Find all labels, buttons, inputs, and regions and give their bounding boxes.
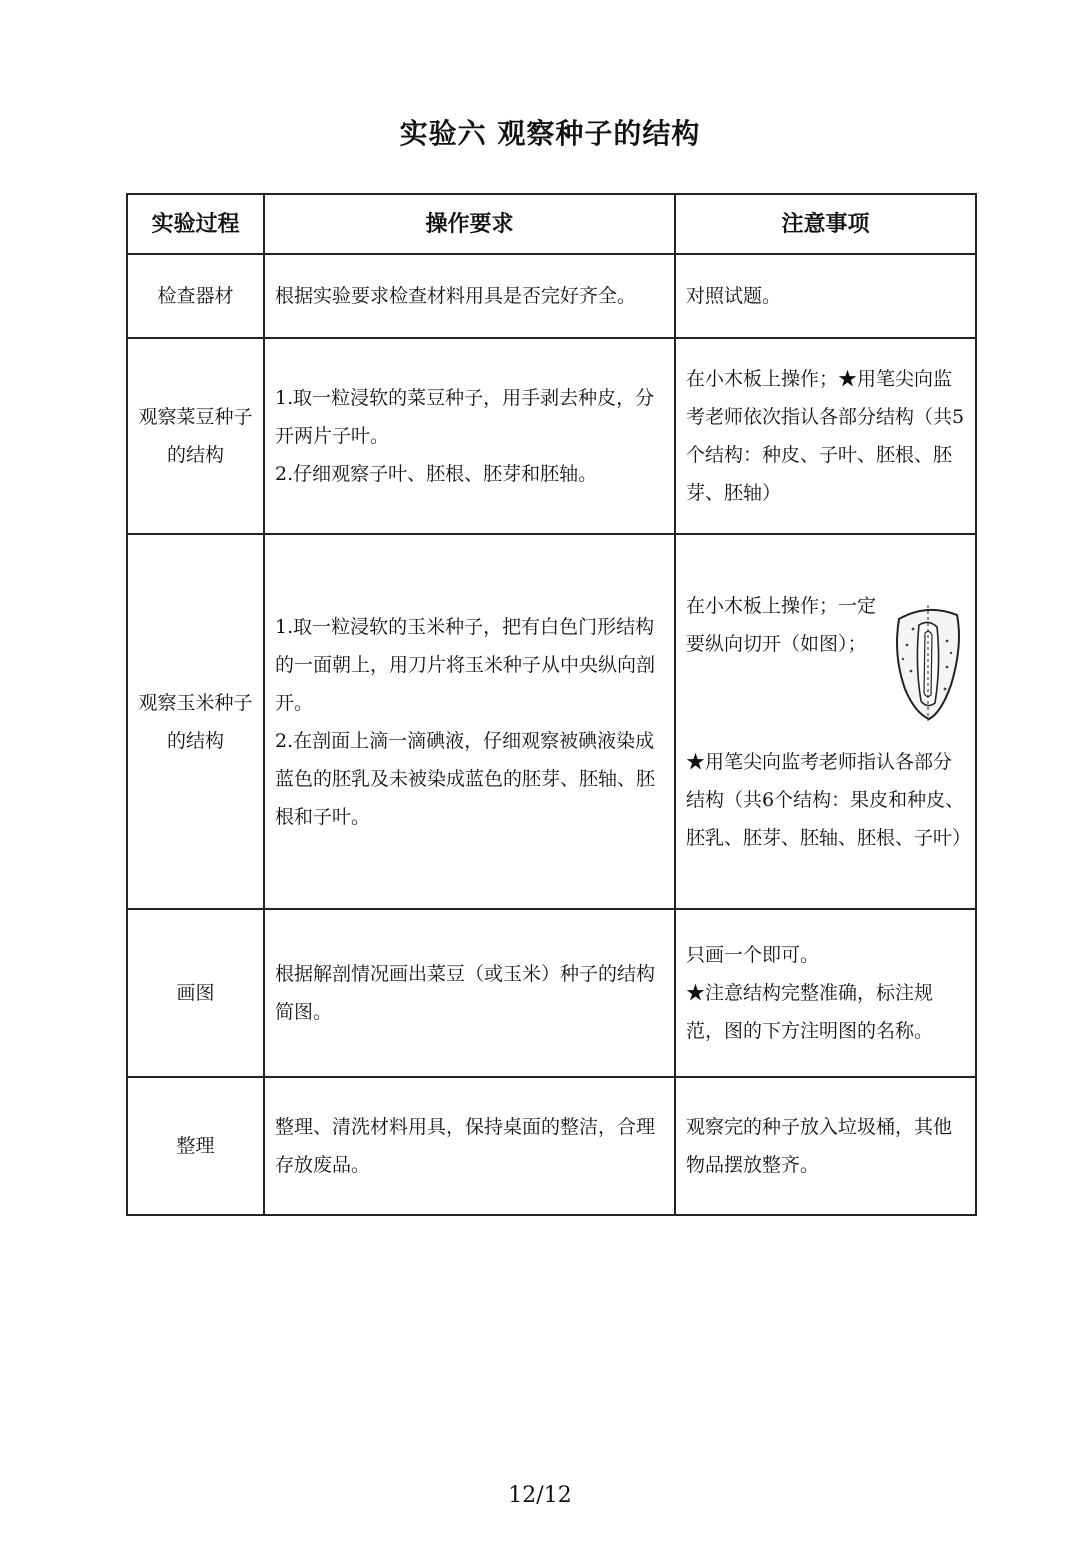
notes-cell: [675, 534, 976, 909]
notes-cell: [675, 338, 976, 534]
table-row: [127, 909, 976, 1077]
ops-cell: [264, 338, 675, 534]
ops-line: 根据解剖情况画出菜豆（或玉米）种子的结构简图。: [275, 963, 656, 1023]
ops-line: 根据实验要求检查材料用具是否完好齐全。: [275, 285, 637, 307]
table-row: [127, 338, 976, 534]
notes-line: 只画一个即可。: [686, 944, 820, 966]
ops-line: 2.仔细观察子叶、胚根、胚芽和胚轴。: [275, 463, 598, 485]
header-step: 实验过程: [127, 194, 264, 254]
table-header-row: [127, 194, 976, 254]
header-notes: 注意事项: [675, 194, 976, 254]
ops-line: 1.取一粒浸软的玉米种子，把有白色门形结构的一面朝上，用刀片将玉米种子从中央纵向剖开。: [275, 615, 656, 714]
experiment-table: [126, 193, 977, 1216]
ops-cell: [264, 254, 675, 338]
step-cell: 检查器材: [127, 254, 264, 338]
ops-line: 2.在剖面上滴一滴碘液，仔细观察被碘液染成蓝色的胚乳及未被染成蓝色的胚芽、胚轴、胚根和子叶。: [275, 729, 656, 828]
table-row: [127, 534, 976, 909]
ops-line: 1.取一粒浸软的菜豆种子，用手剥去种皮，分开两片子叶。: [275, 387, 655, 447]
step-cell: 观察菜豆种子的结构: [127, 338, 264, 534]
step-cell: 观察玉米种子的结构: [127, 534, 264, 909]
table-row: [127, 254, 976, 338]
step-cell: 画图: [127, 909, 264, 1077]
notes-line: ★注意结构完整准确，标注规范，图的下方注明图的名称。: [686, 982, 934, 1042]
ops-cell: [264, 909, 675, 1077]
notes-cell: [675, 909, 976, 1077]
step-cell: 整理: [127, 1077, 264, 1215]
table-row: [127, 1077, 976, 1215]
notes-cell: [675, 254, 976, 338]
header-ops: 操作要求: [264, 194, 675, 254]
page-number: 12/12: [508, 1483, 572, 1508]
notes-line: 在小木板上操作；★用笔尖向监考老师依次指认各部分结构（共5个结构：种皮、子叶、胚根、胚芽、胚轴）: [686, 368, 965, 504]
notes-line: ★用笔尖向监考老师指认各部分结构（共6个结构：果皮和种皮、胚乳、胚芽、胚轴、胚根、子叶）: [686, 750, 972, 849]
page-title: 实验六 观察种子的结构: [399, 117, 701, 150]
ops-cell: [264, 534, 675, 909]
notes-cell: [675, 1077, 976, 1215]
notes-line: 观察完的种子放入垃圾桶，其他物品摆放整齐。: [686, 1116, 953, 1176]
notes-line: 对照试题。: [686, 285, 782, 307]
corn-kernel-section-image: [889, 605, 965, 723]
notes-line: 在小木板上操作；一定要纵向切开（如图）；: [686, 594, 877, 655]
ops-line: 整理、清洗材料用具，保持桌面的整洁，合理存放废品。: [275, 1116, 656, 1176]
ops-cell: [264, 1077, 675, 1215]
